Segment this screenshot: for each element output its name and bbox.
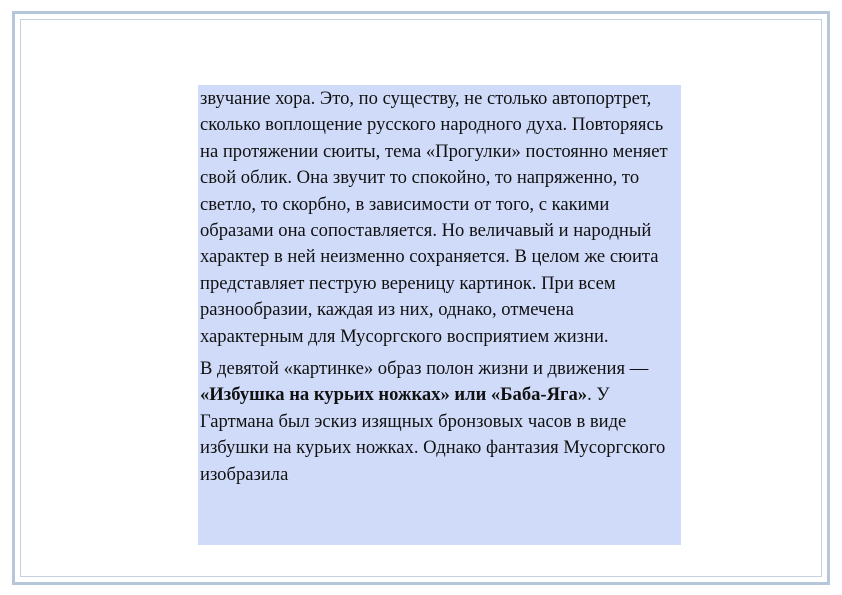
paragraph-2-rest: . У Гартмана был эскиз изящных бронзовых часов в виде избушки на курьих ножках. Однако фантазия Мусоргского изобразила: [200, 384, 666, 485]
paragraph-1: звучание хора. Это, по существу, не столько автопортрет, сколько воплощение русского народного духа. Повторяясь на протяжении сюиты, тема «Прогулки» постоянно меняет свой облик. Она звучит то спокойно, то напряженно, то светло, то скорбно, в зависимости от того, с какими образами она сопоставляется. Но величавый и народный характер в ней неизменно сохраняется. В целом же сюита представляет пеструю вереницу картинок. При всем разнообразии, каждая из них, однако, отмечена характерным для Мусоргского восприятием жизни.: [200, 88, 668, 347]
paragraph-2-intro: В девятой «картинке» образ полон жизни и движения —: [200, 358, 649, 380]
paragraph-2: [200, 356, 679, 488]
slide-text-box: [198, 85, 681, 545]
paragraph-2-bold-title: «Избушка на курьих ножках» или «Баба-Яга»: [200, 384, 588, 406]
